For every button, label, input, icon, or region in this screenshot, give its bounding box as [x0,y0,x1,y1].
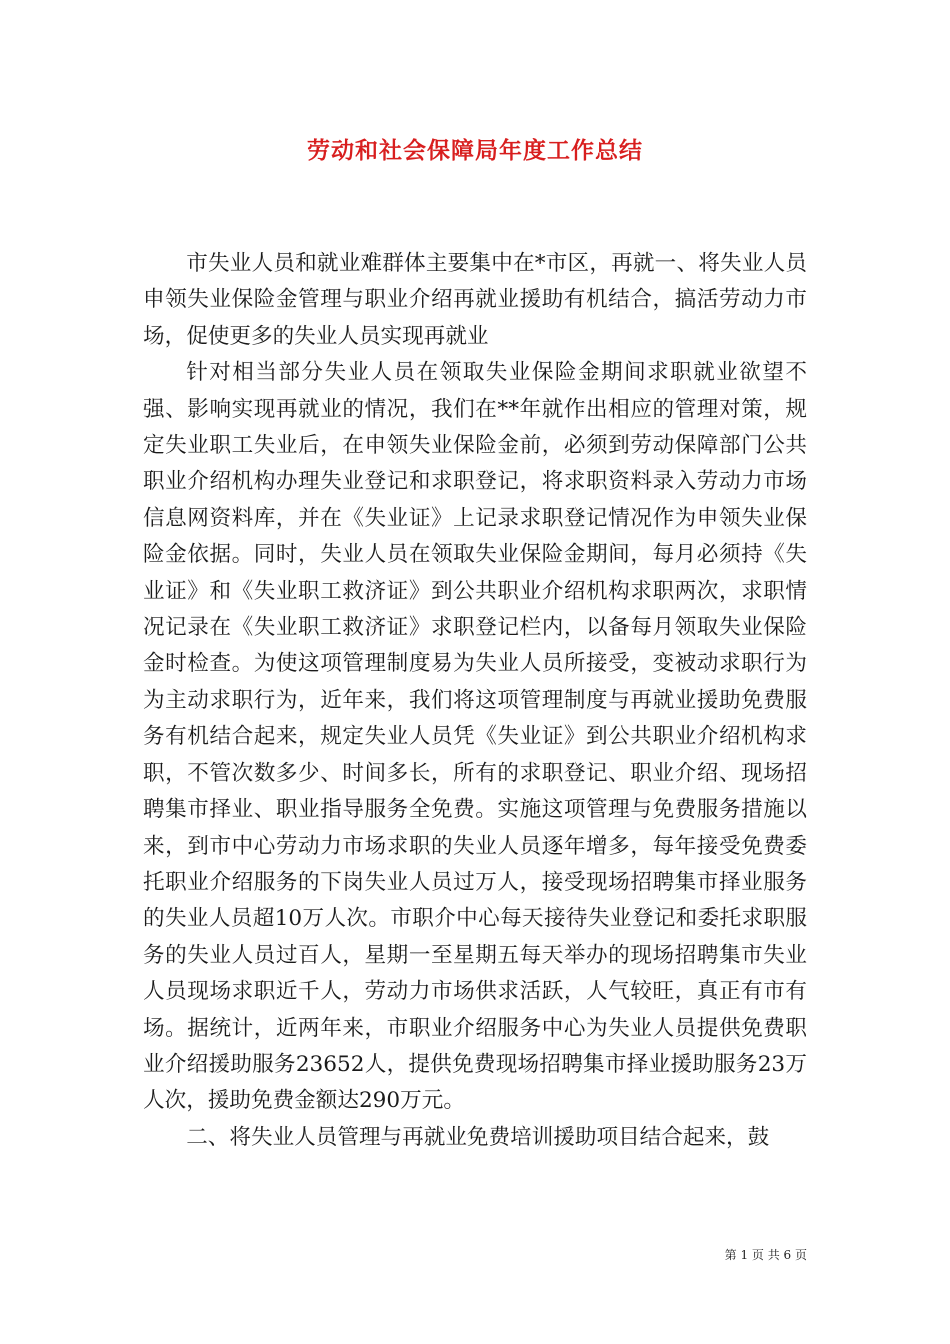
paragraph-2: 针对相当部分失业人员在领取失业保险金期间求职就业欲望不强、影响实现再就业的情况，我们在**年就作出相应的管理对策，规定失业职工失业后，在申领失业保险金前，必须到劳动保障部门公共职业介绍机构办理失业登记和求职登记，将求职资料录入劳动力市场信息网资料库，并在《失业证》上记录求职登记情况作为申领失业保险金依据。同时，失业人员在领取失业保险金期间，每月必须持《失业证》和《失业职工救济证》到公共职业介绍机构求职两次，求职情况记录在《失业职工救济证》求职登记栏内，以备每月领取失业保险金时检查。为使这项管理制度易为失业人员所接受，变被动求职行为为主动求职行为，近年来，我们将这项管理制度与再就业援助免费服务有机结合起来，规定失业人员凭《失业证》到公共职业介绍机构求职，不管次数多少、时间多长，所有的求职登记、职业介绍、现场招聘集市择业、职业指导服务全免费。实施这项管理与免费服务措施以来，到市中心劳动力市场求职的失业人员逐年增多，每年接受免费委托职业介绍服务的下岗失业人员过万人，接受现场招聘集市择业服务的失业人员超10万人次。市职介中心每天接待失业登记和委托求职服务的失业人员过百人，星期一至星期五每天举办的现场招聘集市失业人员现场求职近千人，劳动力市场供求活跃，人气较旺，真正有市有场。据统计，近两年来，市职业介绍服务中心为失业人员提供免费职业介绍援助服务23652人，提供免费现场招聘集市择业援助服务23万人次，援助免费金额达290万元。 [143,360,807,1114]
document-title: 劳动和社会保障局年度工作总结 [307,137,643,164]
paragraph-3: 二、将失业人员管理与再就业免费培训援助项目结合起来，鼓 [186,1124,770,1150]
document-body [143,246,807,1156]
paragraph-1: 市失业人员和就业难群体主要集中在*市区，再就一、将失业人员申领失业保险金管理与职业介绍再就业援助有机结合，搞活劳动力市场，促使更多的失业人员实现再就业 [143,251,807,349]
page-number: 第 1 页 共 6 页 [724,1248,807,1262]
